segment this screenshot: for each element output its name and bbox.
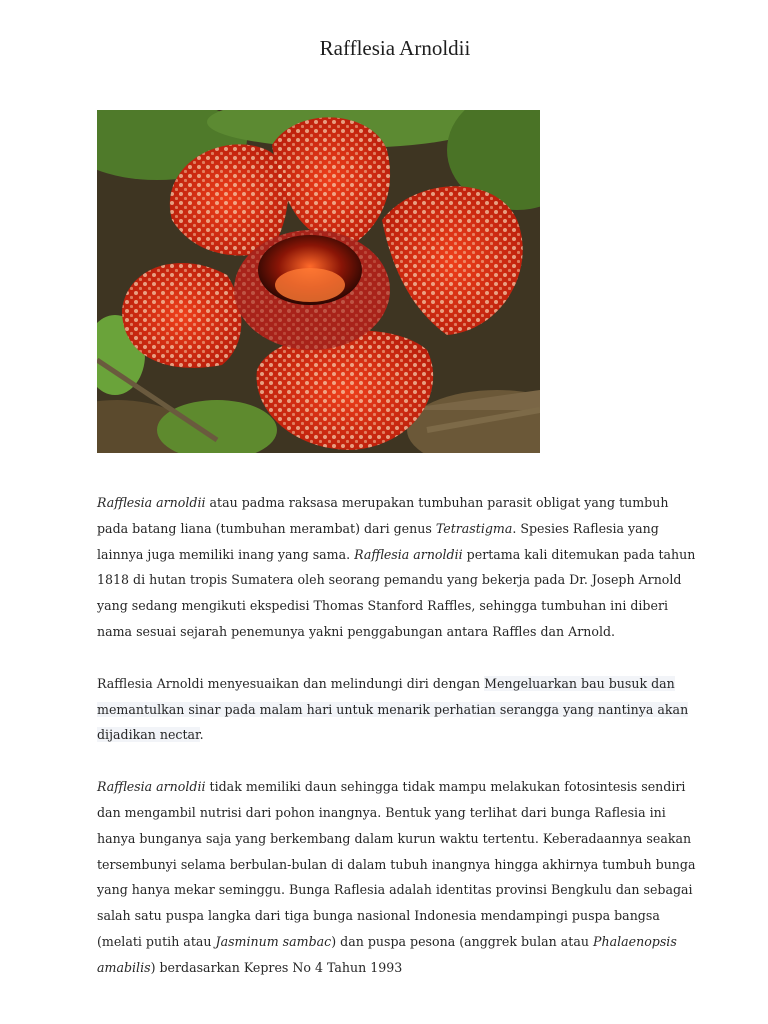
species-name: Phalaenopsis amabilis xyxy=(97,933,677,975)
genus-name: Tetrastigma xyxy=(435,520,513,536)
species-name: Jasminum sambac xyxy=(215,933,332,949)
paragraph-adaptation: Rafflesia Arnoldi menyesuaikan dan melindungi diri dengan Mengeluarkan bau busuk dan memantulkan sinar pada malam hari untuk menarik perhatian serangga yang nantinya akan dijadikan nectar. xyxy=(97,675,689,743)
paragraph-intro: Rafflesia arnoldii atau padma raksasa merupakan tumbuhan parasit obligat yang tumbuh pada batang liana (tumbuhan merambat) dari genus Tetrastigma. Spesies Raflesia yang lainnya juga memiliki inang yang sama. Rafflesia arnoldii pertama kali ditemukan pada tahun 1818 di hutan tropis Sumatera oleh seorang pemandu yang bekerja pada Dr. Joseph Arnold yang sedang mengikuti ekspedisi Thomas Stanford Raffles, sehingga tumbuhan ini diberi nama sesuai sejarah penemunya yakni penggabungan antara Raffles dan Arnold. xyxy=(97,495,696,639)
rafflesia-flower-photo xyxy=(97,110,540,453)
paragraph-description: Rafflesia arnoldii tidak memiliki daun sehingga tidak mampu melakukan fotosintesis sendiri dan mengambil nutrisi dari pohon inangnya. Bentuk yang terlihat dari bunga Raflesia ini hanya bunganya saja yang berkembang dalam kurun waktu tertentu. Keberadaannya seakan tersembunyi selama berbulan-bulan di dalam tubuh inangnya hingga akhirnya tumbuh bunga yang hanya mekar seminggu. Bunga Raflesia adalah identitas provinsi Bengkulu dan sebagai salah satu puspa langka dari tiga bunga nasional Indonesia mendampingi puspa bangsa (melati putih atau Jasminum sambac) dan puspa pesona (anggrek bulan atau Phalaenopsis amabilis) berdasarkan Kepres No 4 Tahun 1993 xyxy=(97,779,696,975)
article-body xyxy=(97,490,697,1007)
species-name: Rafflesia arnoldii xyxy=(354,546,463,562)
highlighted-text: Mengeluarkan bau busuk dan memantulkan sinar pada malam hari untuk menarik perhatian serangga yang nantinya akan dijadikan nectar xyxy=(97,675,689,743)
page-title: Rafflesia Arnoldii xyxy=(319,36,471,60)
species-name: Rafflesia arnoldii xyxy=(97,779,206,795)
species-name: Rafflesia arnoldii xyxy=(97,495,206,510)
